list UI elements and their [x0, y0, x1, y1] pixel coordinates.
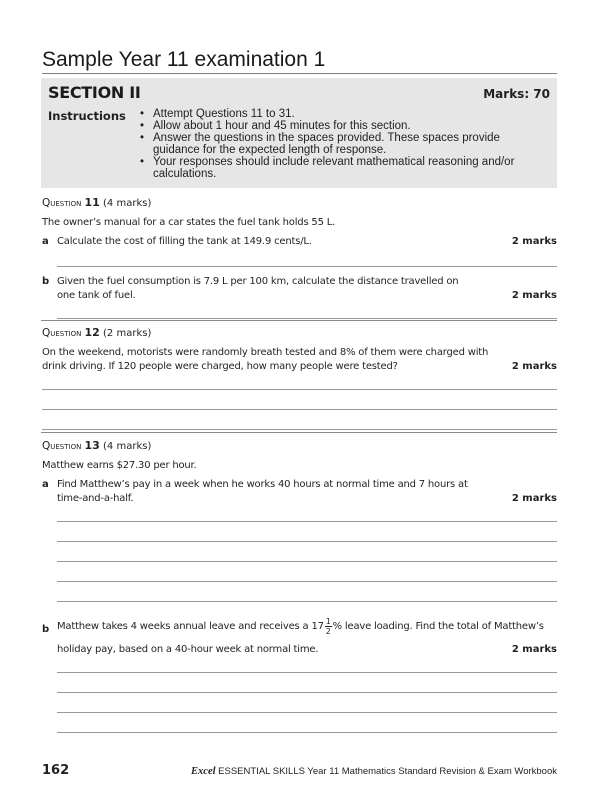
- section-heading: SECTION II: [48, 83, 141, 102]
- question-11b-line2: one tank of fuel.: [57, 290, 136, 301]
- fraction-numerator: 1: [325, 616, 331, 626]
- question-11-heading: [42, 196, 151, 211]
- fraction-denominator: 2: [325, 626, 331, 636]
- instruction-item: • Allow about 1 hour and 45 minutes for this section.: [138, 120, 548, 132]
- answer-line[interactable]: [57, 672, 557, 673]
- question-13a-line2: time-and-a-half.: [57, 493, 134, 504]
- answer-line[interactable]: [57, 561, 557, 562]
- question-marks: (2 marks): [103, 328, 152, 339]
- footer-book-title: [191, 766, 557, 777]
- answer-line[interactable]: [57, 318, 557, 319]
- part-letter: b: [42, 624, 50, 635]
- question-word: Question: [42, 197, 82, 209]
- question-13-stem: Matthew earns $27.30 per hour.: [42, 460, 197, 471]
- question-word: Question: [42, 440, 82, 452]
- question-11b-marks: 2 marks: [511, 290, 557, 301]
- answer-line[interactable]: [42, 389, 557, 390]
- footer-brand: Excel: [191, 766, 216, 777]
- part-letter: b: [42, 276, 50, 287]
- question-number: 11: [84, 196, 100, 209]
- instructions-label: Instructions: [48, 109, 126, 123]
- question-13b-marks: 2 marks: [511, 644, 557, 655]
- footer-book-name: ESSENTIAL SKILLS Year 11 Mathematics Standard Revision & Exam Workbook: [215, 766, 557, 777]
- part-letter: a: [42, 479, 49, 490]
- question-13b-line2: holiday pay, based on a 40-hour week at normal time.: [57, 644, 319, 655]
- question-11-stem: The owner’s manual for a car states the fuel tank holds 55 L.: [42, 217, 336, 228]
- question-13a-marks: 2 marks: [511, 493, 557, 504]
- question-13a-line1: Find Matthew’s pay in a week when he works 40 hours at normal time and 7 hours at: [57, 479, 468, 490]
- question-13b-text-after: % leave loading. Find the total of Matthew’s: [332, 621, 544, 632]
- question-number: 13: [84, 439, 100, 452]
- instruction-item: • Your responses should include relevant mathematical reasoning and/or calculations.: [138, 156, 548, 180]
- question-marks: (4 marks): [103, 441, 152, 452]
- part-letter: a: [42, 236, 49, 247]
- fraction: [325, 617, 332, 636]
- answer-line[interactable]: [57, 732, 557, 733]
- question-11a-text: Calculate the cost of filling the tank at 149.9 cents/L.: [57, 236, 312, 247]
- question-marks: (4 marks): [103, 198, 152, 209]
- answer-line[interactable]: [42, 429, 557, 430]
- question-divider: [41, 320, 557, 321]
- instruction-item: • Attempt Questions 11 to 31.: [138, 108, 548, 120]
- answer-line[interactable]: [42, 409, 557, 410]
- page-number: 162: [42, 763, 70, 778]
- answer-line[interactable]: [57, 541, 557, 542]
- question-13b-text-before: Matthew takes 4 weeks annual leave and receives a 17: [57, 621, 324, 632]
- title-rule: [42, 73, 557, 74]
- question-word: Question: [42, 327, 82, 339]
- answer-line[interactable]: [57, 692, 557, 693]
- question-11a-marks: 2 marks: [511, 236, 557, 247]
- section-marks: Marks: 70: [483, 87, 550, 101]
- question-13b-line1: [57, 614, 544, 640]
- question-13-heading: [42, 439, 151, 454]
- answer-line[interactable]: [57, 712, 557, 713]
- answer-line[interactable]: [57, 601, 557, 602]
- question-divider: [41, 432, 557, 433]
- answer-line[interactable]: [57, 521, 557, 522]
- answer-line[interactable]: [57, 266, 557, 267]
- page-title: Sample Year 11 examination 1: [42, 48, 326, 71]
- answer-line[interactable]: [57, 581, 557, 582]
- question-number: 12: [84, 326, 100, 339]
- question-11b-line1: Given the fuel consumption is 7.9 L per 100 km, calculate the distance travelled on: [57, 276, 459, 287]
- instructions-list: [138, 108, 548, 181]
- instruction-item: • Answer the questions in the spaces provided. These spaces provide guidance for the expected length of response.: [138, 132, 548, 156]
- question-12-marks: 2 marks: [511, 361, 557, 372]
- question-12-line2: drink driving. If 120 people were charged, how many people were tested?: [42, 361, 398, 372]
- section-header-box: [41, 78, 557, 188]
- question-12-heading: [42, 326, 151, 341]
- question-12-line1: On the weekend, motorists were randomly breath tested and 8% of them were charged with: [42, 347, 489, 358]
